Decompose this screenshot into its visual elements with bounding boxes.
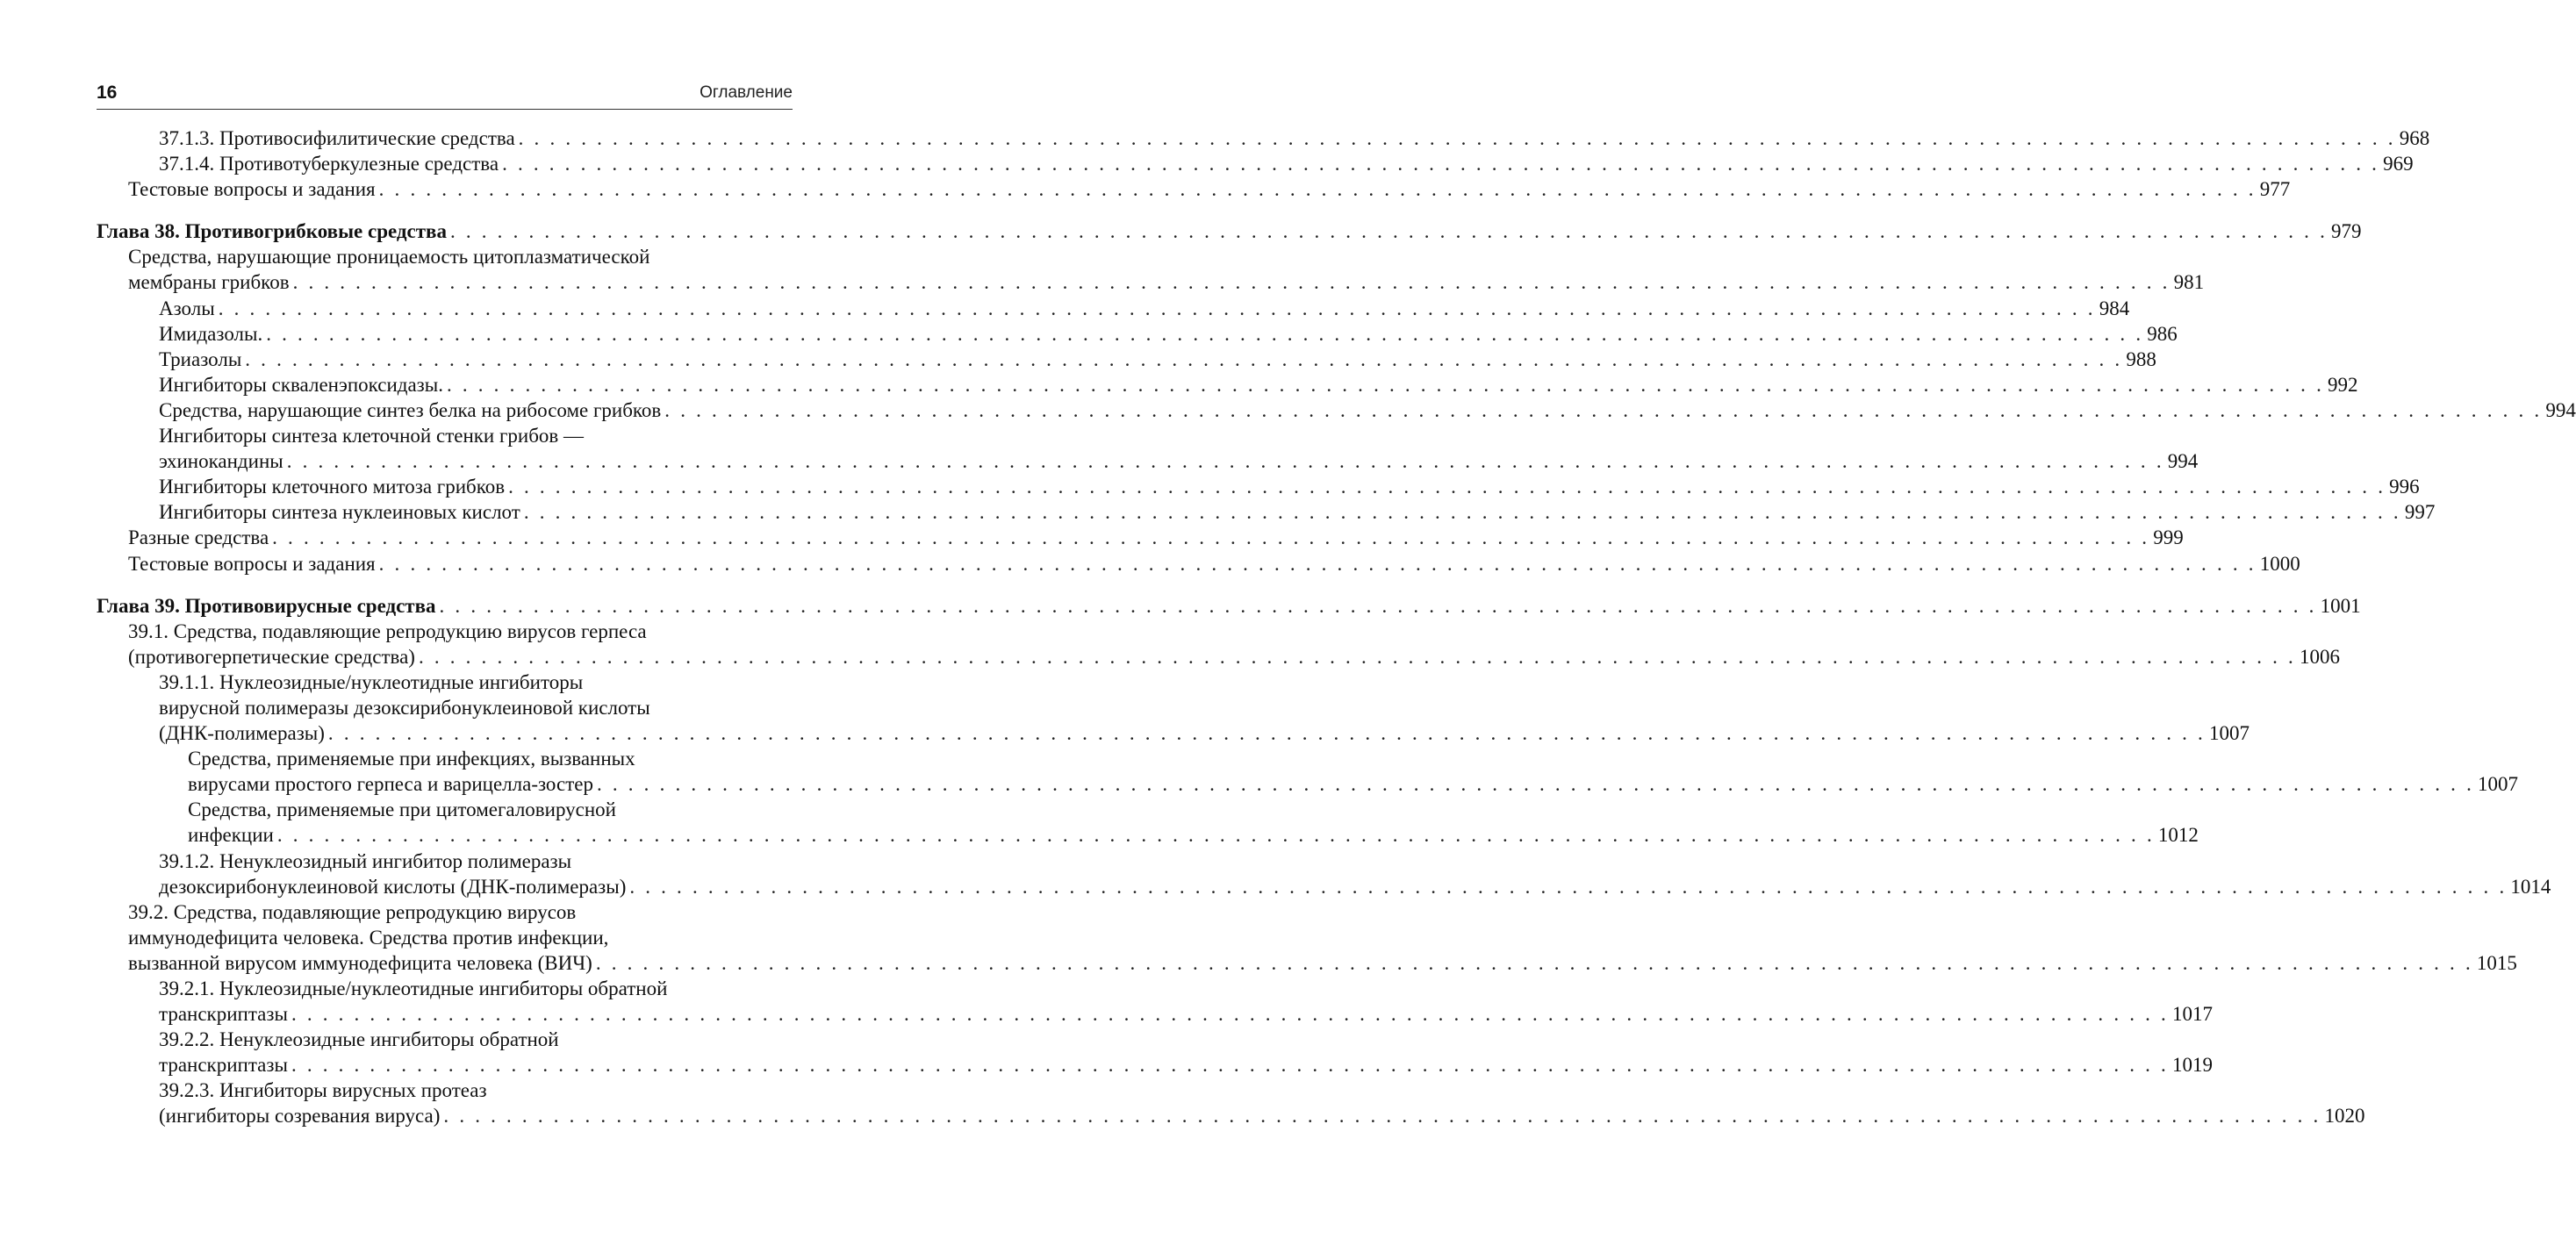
- toc-line: [97, 593, 2361, 619]
- toc-entry-title: Средства, применяемые при цитомегаловирусной: [188, 798, 616, 821]
- dot-leader: . . . . . . . . . . . . . . . . . . . . . . . . . . . . . . . . . . . . . . . . . . . . . . . . . . . . . . . . . . . . . . . . . . . . . . . . . . . . . . . . . . . . . . . . . . . . . . . . . . . . . . . . . . . . . . . . . . . . . . . .: [443, 1105, 2321, 1128]
- toc-entry[interactable]: [97, 423, 2199, 474]
- toc-chapter-entry[interactable]: [97, 218, 2362, 244]
- toc-page-number: 981: [2173, 271, 2205, 294]
- toc-entry-title: мембраны грибков: [128, 271, 290, 294]
- toc-line: [97, 1027, 793, 1052]
- dot-leader: . . . . . . . . . . . . . . . . . . . . . . . . . . . . . . . . . . . . . . . . . . . . . . . . . . . . . . . . . . . . . . . . . . . . . . . . . . . . . . . . . . . . . . . . . . . . . . . . . . . . . . . . . . . . . . . . . . . . . . . .: [446, 373, 2325, 396]
- toc-line: [97, 797, 793, 822]
- toc-entry-title: 37.1.3. Противосифилитические средства: [159, 127, 515, 149]
- toc-entry-title: Глава 39. Противовирусные средства: [97, 594, 436, 617]
- dot-leader: . . . . . . . . . . . . . . . . . . . . . . . . . . . . . . . . . . . . . . . . . . . . . . . . . . . . . . . . . . . . . . . . . . . . . . . . . . . . . . . . . . . . . . . . . . . . . . . . . . . . . . . . . . . . . . . . . . . . . . . .: [439, 594, 2317, 617]
- table-of-contents: [97, 125, 2576, 1129]
- dot-leader: . . . . . . . . . . . . . . . . . . . . . . . . . . . . . . . . . . . . . . . . . . . . . . . . . . . . . . . . . . . . . . . . . . . . . . . . . . . . . . . . . . . . . . . . . . . . . . . . . . . . . . . . . . . . . . . . . . . . . . . .: [291, 1054, 2169, 1077]
- toc-page-number: 1001: [2320, 594, 2361, 617]
- toc-page-number: 1020: [2324, 1105, 2365, 1128]
- toc-entry-title: (противогерпетические средства): [128, 645, 415, 668]
- toc-entry[interactable]: [97, 619, 2341, 670]
- toc-entry[interactable]: [97, 1027, 2213, 1078]
- toc-page-number: 999: [2153, 526, 2184, 549]
- dot-leader: . . . . . . . . . . . . . . . . . . . . . . . . . . . . . . . . . . . . . . . . . . . . . . . . . . . . . . . . . . . . . . . . . . . . . . . . . . . . . . . . . . . . . . . . . . . . . . . . . . . . . . . . . . . . . . . . . . . . . . . .: [327, 722, 2206, 745]
- dot-leader: . . . . . . . . . . . . . . . . . . . . . . . . . . . . . . . . . . . . . . . . . . . . . . . . . . . . . . . . . . . . . . . . . . . . . . . . . . . . . . . . . . . . . . . . . . . . . . . . . . . . . . . . . . . . . . . . . . . . . . . .: [595, 951, 2473, 974]
- dot-leader: . . . . . . . . . . . . . . . . . . . . . . . . . . . . . . . . . . . . . . . . . . . . . . . . . . . . . . . . . . . . . . . . . . . . . . . . . . . . . . . . . . . . . . . . . . . . . . . . . . . . . . . . . . . . . . . . . . . . . . . .: [286, 450, 2164, 473]
- toc-page-number: 992: [2328, 373, 2358, 396]
- toc-entry-title: транскриптазы: [159, 1003, 288, 1026]
- toc-entry-title: 39.2. Средства, подавляющие репродукцию вирусов: [128, 900, 577, 923]
- dot-leader: . . . . . . . . . . . . . . . . . . . . . . . . . . . . . . . . . . . . . . . . . . . . . . . . . . . . . . . . . . . . . . . . . . . . . . . . . . . . . . . . . . . . . . . . . . . . . . . . . . . . . . . . . . . . . . . . . . . . . . . .: [629, 875, 2508, 898]
- toc-line: [97, 849, 793, 874]
- toc-page-number: 969: [2383, 153, 2414, 175]
- running-header: [97, 77, 793, 110]
- toc-entry[interactable]: [97, 474, 2420, 499]
- toc-entry[interactable]: [97, 899, 2517, 976]
- toc-entry-title: Ингибиторы синтеза клеточной стенки грибов —: [159, 425, 585, 448]
- dot-leader: . . . . . . . . . . . . . . . . . . . . . . . . . . . . . . . . . . . . . . . . . . . . . . . . . . . . . . . . . . . . . . . . . . . . . . . . . . . . . . . . . . . . . . . . . . . . . . . . . . . . . . . . . . . . . . . . . . . . . . . .: [596, 773, 2475, 796]
- toc-line: [97, 176, 2291, 202]
- toc-entry-title: вызванной вирусом иммунодефицита человека (ВИЧ): [128, 951, 592, 974]
- toc-entry[interactable]: [97, 551, 2300, 576]
- toc-page-number: 1007: [2478, 773, 2519, 796]
- toc-line: [97, 771, 2519, 797]
- toc-entry-title: 39.1.2. Ненуклеозидный ингибитор полимеразы: [159, 849, 572, 872]
- toc-page-number: 1006: [2300, 645, 2341, 668]
- toc-line: [97, 423, 793, 448]
- toc-line: [97, 125, 2430, 151]
- toc-entry-title: вирусами простого герпеса и варицелла-зостер: [188, 773, 593, 796]
- toc-entry[interactable]: [97, 525, 2184, 550]
- toc-entry-title: инфекции: [188, 824, 274, 847]
- toc-page-number: 1012: [2157, 824, 2199, 847]
- toc-entry-title: Ингибиторы клеточного митоза грибков: [159, 476, 506, 498]
- dot-leader: . . . . . . . . . . . . . . . . . . . . . . . . . . . . . . . . . . . . . . . . . . . . . . . . . . . . . . . . . . . . . . . . . . . . . . . . . . . . . . . . . . . . . . . . . . . . . . . . . . . . . . . . . . . . . . . . . . . . . . . .: [378, 178, 2257, 201]
- toc-line: [97, 670, 793, 695]
- toc-line: [97, 296, 2130, 321]
- toc-entry-title: транскриптазы: [159, 1054, 288, 1077]
- dot-leader: . . . . . . . . . . . . . . . . . . . . . . . . . . . . . . . . . . . . . . . . . . . . . . . . . . . . . . . . . . . . . . . . . . . . . . . . . . . . . . . . . . . . . . . . . . . . . . . . . . . . . . . . . . . . . . . . . . . . . . . .: [291, 1003, 2169, 1026]
- toc-page-number: 994: [2167, 450, 2199, 473]
- toc-entry-title: Ингибиторы синтеза нуклеиновых кислот: [159, 501, 520, 524]
- section-gap: [97, 576, 793, 593]
- toc-entry[interactable]: [97, 849, 2551, 899]
- toc-entry-title: Ингибиторы скваленэпоксидазы.: [159, 373, 443, 396]
- toc-entry-title: Средства, нарушающие синтез белка на рибосоме грибков: [159, 398, 662, 421]
- toc-line: [97, 950, 2517, 976]
- toc-entry-title: иммунодефицита человека. Средства против инфекции,: [128, 926, 609, 949]
- toc-line: [97, 925, 793, 950]
- toc-page-number: 977: [2259, 178, 2291, 201]
- dot-leader: . . . . . . . . . . . . . . . . . . . . . . . . . . . . . . . . . . . . . . . . . . . . . . . . . . . . . . . . . . . . . . . . . . . . . . . . . . . . . . . . . . . . . . . . . . . . . . . . . . . . . . . . . . . . . . . . . . . . . . . .: [272, 526, 2150, 549]
- toc-entry[interactable]: [97, 151, 2414, 176]
- toc-line: [97, 746, 793, 771]
- toc-page-number: 984: [2099, 297, 2130, 319]
- dot-leader: . . . . . . . . . . . . . . . . . . . . . . . . . . . . . . . . . . . . . . . . . . . . . . . . . . . . . . . . . . . . . . . . . . . . . . . . . . . . . . . . . . . . . . . . . . . . . . . . . . . . . . . . . . . . . . . . . . . . . . . .: [449, 220, 2328, 243]
- toc-entry-title: Триазолы: [159, 347, 242, 370]
- toc-page-number: 986: [2147, 322, 2178, 345]
- toc-line: [97, 244, 793, 269]
- section-gap: [97, 202, 793, 218]
- dot-leader: . . . . . . . . . . . . . . . . . . . . . . . . . . . . . . . . . . . . . . . . . . . . . . . . . . . . . . . . . . . . . . . . . . . . . . . . . . . . . . . . . . . . . . . . . . . . . . . . . . . . . . . . . . . . . . . . . . . . . . . .: [266, 322, 2144, 345]
- toc-entry-title: 39.2.3. Ингибиторы вирусных протеаз: [159, 1079, 487, 1102]
- toc-entry-title: вирусной полимеразы дезоксирибонуклеиновой кислоты: [159, 696, 650, 719]
- toc-line: [97, 525, 2184, 550]
- toc-page-number: 996: [2389, 476, 2420, 498]
- toc-entry[interactable]: [97, 347, 2156, 372]
- toc-entry-title: Глава 38. Противогрибковые средства: [97, 220, 447, 243]
- toc-page-number: 988: [2126, 347, 2156, 370]
- toc-entry-title: (ДНК-полимеразы): [159, 722, 325, 745]
- toc-page-number: 1007: [2208, 722, 2250, 745]
- toc-line: [97, 448, 2199, 474]
- toc-entry[interactable]: [97, 244, 2205, 295]
- dot-leader: . . . . . . . . . . . . . . . . . . . . . . . . . . . . . . . . . . . . . . . . . . . . . . . . . . . . . . . . . . . . . . . . . . . . . . . . . . . . . . . . . . . . . . . . . . . . . . . . . . . . . . . . . . . . . . . . . . . . . . . .: [378, 552, 2257, 575]
- toc-line: [97, 347, 2156, 372]
- dot-leader: . . . . . . . . . . . . . . . . . . . . . . . . . . . . . . . . . . . . . . . . . . . . . . . . . . . . . . . . . . . . . . . . . . . . . . . . . . . . . . . . . . . . . . . . . . . . . . . . . . . . . . . . . . . . . . . . . . . . . . . .: [245, 347, 2123, 370]
- toc-line: [97, 372, 2358, 397]
- toc-entry-title: (ингибиторы созревания вируса): [159, 1105, 441, 1128]
- toc-entry-title: дезоксирибонуклеиновой кислоты (ДНК-полимеразы): [159, 875, 627, 898]
- toc-page-number: 1015: [2476, 951, 2517, 974]
- toc-entry[interactable]: [97, 296, 2130, 321]
- toc-line: [97, 695, 793, 720]
- toc-entry[interactable]: [97, 321, 2178, 347]
- toc-line: [97, 269, 2205, 295]
- toc-page-number: 994: [2545, 398, 2576, 421]
- running-title: Оглавление: [700, 83, 793, 102]
- toc-entry[interactable]: [97, 1078, 2365, 1128]
- toc-line: [97, 321, 2178, 347]
- toc-line: [97, 1001, 2213, 1027]
- toc-entry[interactable]: [97, 176, 2291, 202]
- toc-entry-title: 39.2.2. Ненуклеозидные ингибиторы обратной: [159, 1028, 559, 1051]
- dot-leader: . . . . . . . . . . . . . . . . . . . . . . . . . . . . . . . . . . . . . . . . . . . . . . . . . . . . . . . . . . . . . . . . . . . . . . . . . . . . . . . . . . . . . . . . . . . . . . . . . . . . . . . . . . . . . . . . . . . . . . . .: [518, 127, 2396, 149]
- toc-line: [97, 151, 2414, 176]
- toc-entry[interactable]: [97, 670, 2250, 746]
- toc-entry[interactable]: [97, 372, 2358, 397]
- toc-line: [97, 874, 2551, 899]
- dot-leader: . . . . . . . . . . . . . . . . . . . . . . . . . . . . . . . . . . . . . . . . . . . . . . . . . . . . . . . . . . . . . . . . . . . . . . . . . . . . . . . . . . . . . . . . . . . . . . . . . . . . . . . . . . . . . . . . . . . . . . . .: [218, 297, 2096, 319]
- dot-leader: . . . . . . . . . . . . . . . . . . . . . . . . . . . . . . . . . . . . . . . . . . . . . . . . . . . . . . . . . . . . . . . . . . . . . . . . . . . . . . . . . . . . . . . . . . . . . . . . . . . . . . . . . . . . . . . . . . . . . . . .: [276, 824, 2155, 847]
- toc-line: [97, 899, 793, 925]
- toc-page-number: 997: [2404, 501, 2436, 524]
- toc-entry-title: эхинокандины: [159, 450, 283, 473]
- toc-line: [97, 474, 2420, 499]
- toc-entry-title: Имидазолы.: [159, 322, 263, 345]
- toc-line: [97, 976, 793, 1001]
- toc-entry-title: 39.2.1. Нуклеозидные/нуклеотидные ингибиторы обратной: [159, 977, 668, 999]
- toc-line: [97, 1052, 2213, 1078]
- toc-line: [97, 644, 2341, 670]
- dot-leader: . . . . . . . . . . . . . . . . . . . . . . . . . . . . . . . . . . . . . . . . . . . . . . . . . . . . . . . . . . . . . . . . . . . . . . . . . . . . . . . . . . . . . . . . . . . . . . . . . . . . . . . . . . . . . . . . . . . . . . . .: [508, 476, 2386, 498]
- toc-entry[interactable]: [97, 397, 2576, 423]
- toc-page-number: 1019: [2172, 1054, 2213, 1077]
- page-number: 16: [97, 82, 118, 103]
- toc-entry-title: Разные средства: [128, 526, 269, 549]
- toc-page-number: 968: [2399, 127, 2430, 149]
- toc-entry-title: Тестовые вопросы и задания: [128, 552, 376, 575]
- toc-entry-title: 39.1.1. Нуклеозидные/нуклеотидные ингибиторы: [159, 670, 584, 693]
- toc-entry-title: Средства, нарушающие проницаемость цитоплазматической: [128, 246, 650, 269]
- toc-line: [97, 822, 2199, 848]
- toc-line: [97, 619, 793, 644]
- toc-line: [97, 397, 2576, 423]
- toc-page-number: 1014: [2510, 875, 2551, 898]
- toc-line: [97, 218, 2362, 244]
- toc-chapter-entry[interactable]: [97, 593, 2361, 619]
- toc-line: [97, 1078, 793, 1103]
- toc-entry[interactable]: [97, 746, 2519, 797]
- dot-leader: . . . . . . . . . . . . . . . . . . . . . . . . . . . . . . . . . . . . . . . . . . . . . . . . . . . . . . . . . . . . . . . . . . . . . . . . . . . . . . . . . . . . . . . . . . . . . . . . . . . . . . . . . . . . . . . . . . . . . . . .: [502, 153, 2380, 175]
- toc-line: [97, 720, 2250, 746]
- toc-entry[interactable]: [97, 797, 2199, 848]
- toc-entry-title: Азолы: [159, 297, 215, 319]
- toc-entry-title: 39.1. Средства, подавляющие репродукцию вирусов герпеса: [128, 619, 647, 642]
- toc-page-number: 1017: [2172, 1003, 2213, 1026]
- toc-page-number: 979: [2331, 220, 2362, 243]
- dot-leader: . . . . . . . . . . . . . . . . . . . . . . . . . . . . . . . . . . . . . . . . . . . . . . . . . . . . . . . . . . . . . . . . . . . . . . . . . . . . . . . . . . . . . . . . . . . . . . . . . . . . . . . . . . . . . . . . . . . . . . . .: [292, 271, 2171, 294]
- toc-entry-title: Тестовые вопросы и задания: [128, 178, 376, 201]
- dot-leader: . . . . . . . . . . . . . . . . . . . . . . . . . . . . . . . . . . . . . . . . . . . . . . . . . . . . . . . . . . . . . . . . . . . . . . . . . . . . . . . . . . . . . . . . . . . . . . . . . . . . . . . . . . . . . . . . . . . . . . . .: [418, 645, 2297, 668]
- toc-entry[interactable]: [97, 125, 2430, 151]
- toc-entry-title: 37.1.4. Противотуберкулезные средства: [159, 153, 499, 175]
- toc-page-number: 1000: [2259, 552, 2300, 575]
- toc-line: [97, 551, 2300, 576]
- dot-leader: . . . . . . . . . . . . . . . . . . . . . . . . . . . . . . . . . . . . . . . . . . . . . . . . . . . . . . . . . . . . . . . . . . . . . . . . . . . . . . . . . . . . . . . . . . . . . . . . . . . . . . . . . . . . . . . . . . . . . . . .: [523, 501, 2401, 524]
- toc-entry-title: Средства, применяемые при инфекциях, вызванных: [188, 748, 635, 770]
- toc-entry[interactable]: [97, 976, 2213, 1027]
- toc-line: [97, 1103, 2365, 1128]
- toc-line: [97, 499, 2436, 525]
- dot-leader: . . . . . . . . . . . . . . . . . . . . . . . . . . . . . . . . . . . . . . . . . . . . . . . . . . . . . . . . . . . . . . . . . . . . . . . . . . . . . . . . . . . . . . . . . . . . . . . . . . . . . . . . . . . . . . . . . . . . . . . .: [664, 398, 2543, 421]
- toc-entry[interactable]: [97, 499, 2436, 525]
